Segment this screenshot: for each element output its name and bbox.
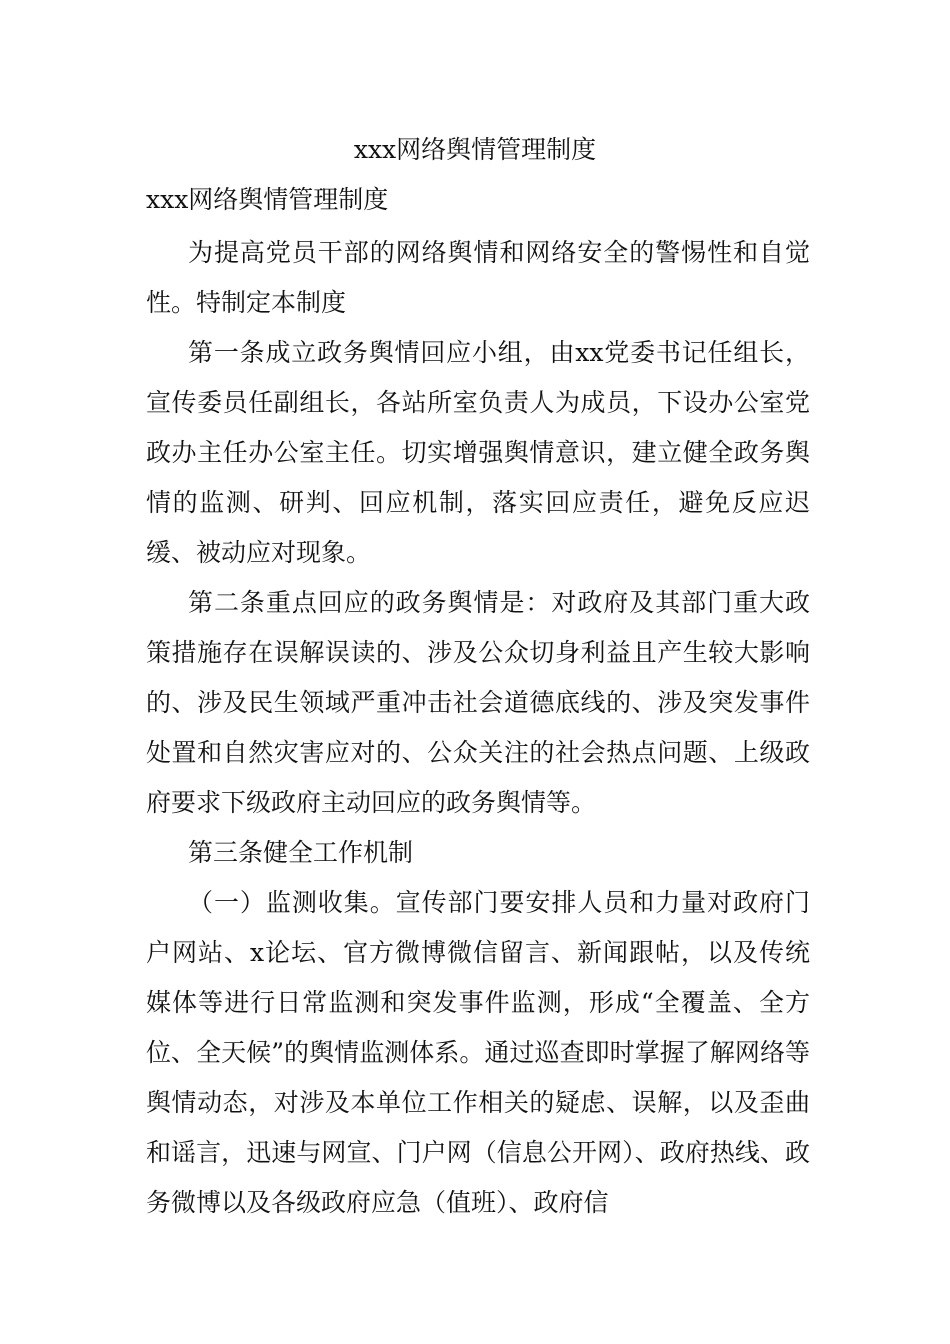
document-body: [146, 228, 810, 1228]
paragraph-article-3-item-1: （一）监测收集。宣传部门要安排人员和力量对政府门户网站、x论坛、官方微博微信留言、新闻跟帖，以及传统媒体等进行日常监测和突发事件监测，形成“全覆盖、全方位、全天候”的舆情监测体系。通过巡查即时掌握了解网络等舆情动态，对涉及本单位工作相关的疑虑、误解，以及歪曲和谣言，迅速与网宣、门户网（信息公开网）、政府热线、政务微博以及各级政府应急（值班）、政府信: [146, 888, 810, 1217]
document-subtitle: xxx网络舆情管理制度: [146, 185, 389, 214]
paragraph-intro: 为提高党员干部的网络舆情和网络安全的警惕性和自觉性。特制定本制度: [146, 238, 810, 317]
document-title: xxx网络舆情管理制度: [353, 135, 597, 164]
paragraph-article-2: 第二条重点回应的政务舆情是：对政府及其部门重大政策措施存在误解误读的、涉及公众切身利益且产生较大影响的、涉及民生领域严重冲击社会道德底线的、涉及突发事件处置和自然灾害应对的、公众关注的社会热点问题、上级政府要求下级政府主动回应的政务舆情等。: [146, 588, 810, 817]
paragraph-article-1: 第一条成立政务舆情回应小组，由xx党委书记任组长，宣传委员任副组长，各站所室负责人为成员，下设办公室党政办主任办公室主任。切实增强舆情意识，建立健全政务舆情的监测、研判、回应机制，落实回应责任，避免反应迟缓、被动应对现象。: [146, 338, 810, 567]
paragraph-article-3-heading: 第三条健全工作机制: [188, 838, 414, 867]
